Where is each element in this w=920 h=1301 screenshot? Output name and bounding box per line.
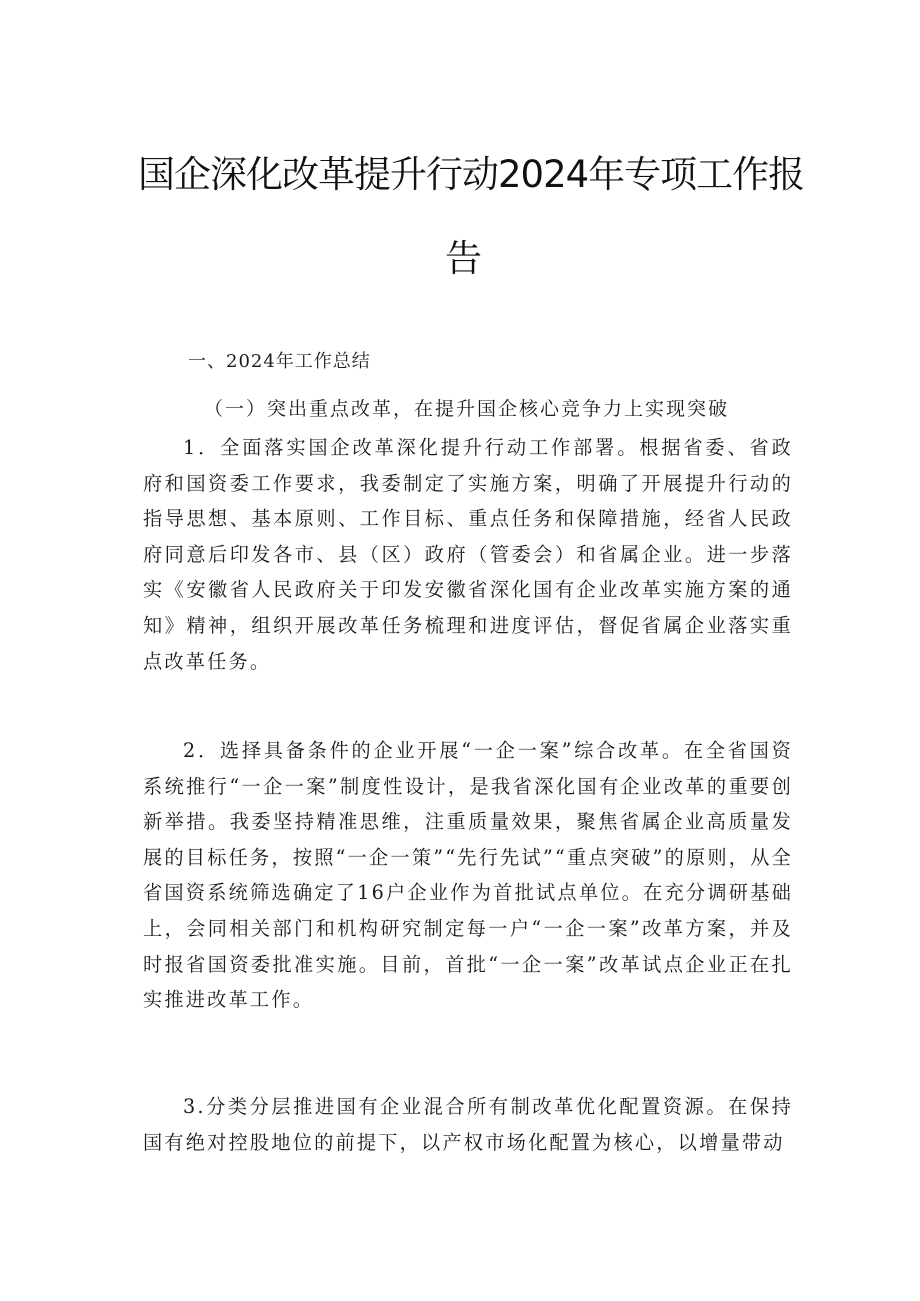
- document-title-line-2: 告: [445, 237, 481, 280]
- paragraph-2: 2．选择具备条件的企业开展“一企一案”综合改革。在全省国资系统推行“一企一案”制度性设计，是我省深化国有企业改革的重要创新举措。我委坚持精准思维，注重质量效果，聚焦省属企业高质量发展的目标任务，按照“一企一策”“先行先试”“重点突破”的原则，从全省国资系统筛选确定了16户企业作为首批试点单位。在充分调研基础上，会同相关部门和机构研究制定每一户“一企一案”改革方案，并及时报省国资委批准实施。目前，首批“一企一案”改革试点企业正在扎实推进改革工作。: [143, 739, 793, 1012]
- paragraph-1: 1．全面落实国企改革深化提升行动工作部署。根据省委、省政府和国资委工作要求，我委制定了实施方案，明确了开展提升行动的指导思想、基本原则、工作目标、重点任务和保障措施，经省人民政府同意后印发各市、县（区）政府（管委会）和省属企业。进一步落实《安徽省人民政府关于印发安徽省深化国有企业改革实施方案的通知》精神，组织开展改革任务梳理和进度评估，督促省属企业落实重点改革任务。: [143, 436, 793, 673]
- document-title-line-1: 国企深化改革提升行动2024年专项工作报: [138, 153, 805, 196]
- paragraph-3: 3.分类分层推进国有企业混合所有制改革优化配置资源。在保持国有绝对控股地位的前提下，以产权市场化配置为核心，以增量带动: [143, 1095, 793, 1154]
- section-heading: 一、2024年工作总结: [188, 351, 371, 372]
- subsection-heading: （一）突出重点改革，在提升国企核心竞争力上实现突破: [204, 398, 730, 420]
